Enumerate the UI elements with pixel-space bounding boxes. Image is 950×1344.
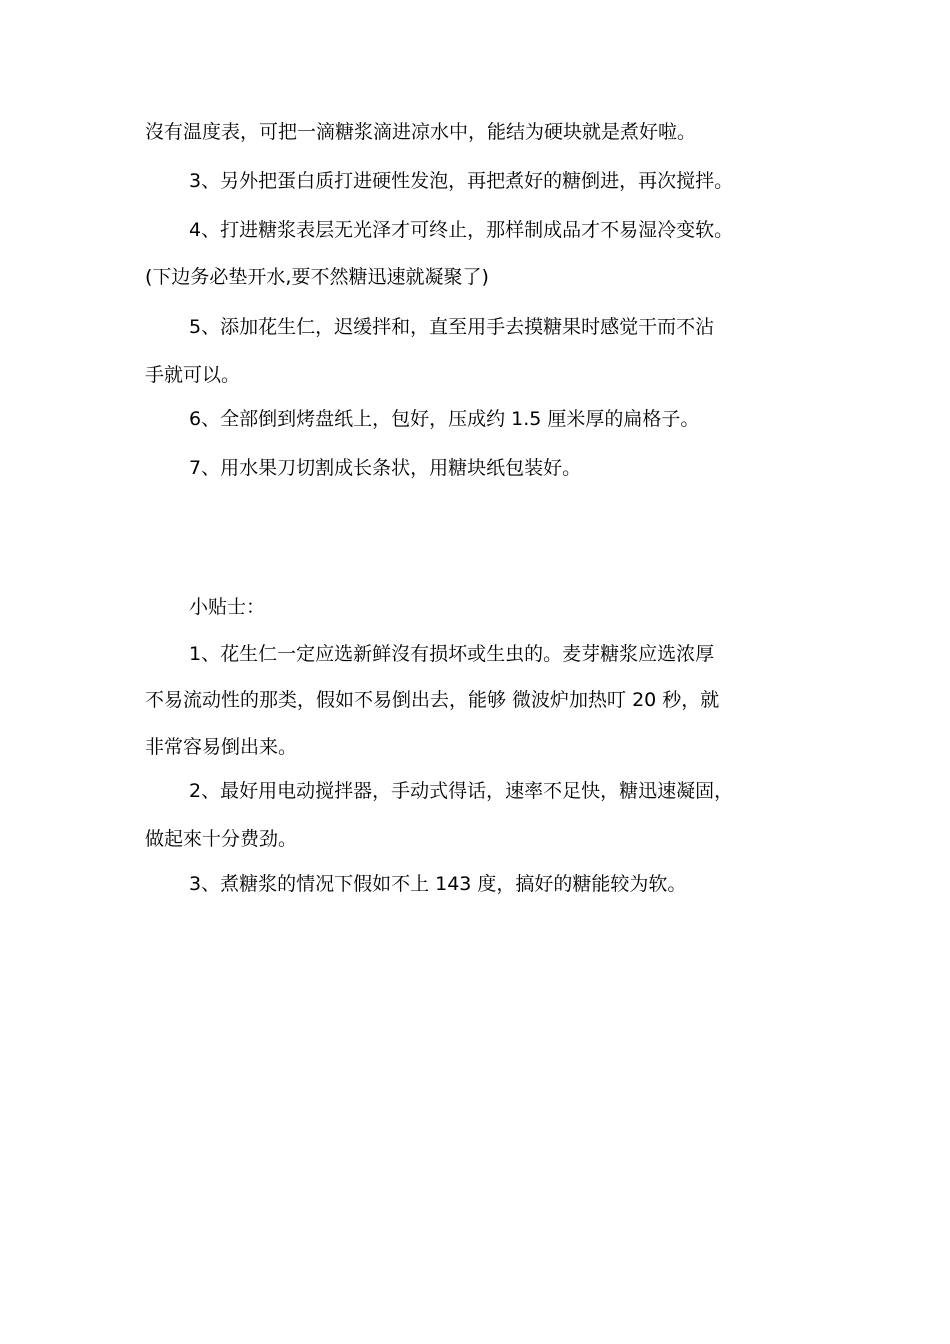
- text-line: 不易流动性的那类，假如不易倒出去，能够 微波炉加热叮 20 秒，就: [145, 689, 720, 711]
- text-line: 非常容易倒出来。: [145, 736, 298, 758]
- text-line: (下边务必垫开水,要不然糖迅速就凝聚了): [145, 266, 489, 288]
- text-line: 1、花生仁一定应选新鲜沒有损坏或生虫的。麦芽糖浆应选浓厚: [189, 643, 715, 665]
- text-line: 做起來十分费劲。: [145, 828, 298, 850]
- tips-heading: 小贴士：: [189, 596, 266, 618]
- text-line: 6、全部倒到烤盘纸上，包好，压成约 1.5 厘米厚的扁格子。: [189, 408, 700, 430]
- text-line: 沒有温度表，可把一滴糖浆滴进凉水中，能结为硬块就是煮好啦。: [145, 121, 697, 143]
- text-line: 手就可以。: [145, 364, 241, 386]
- text-line: 7、用水果刀切割成长条状，用糖块纸包装好。: [189, 457, 582, 479]
- text-line: 3、另外把蛋白质打进硬性发泡，再把煮好的糖倒进，再次搅拌。: [189, 170, 734, 192]
- text-line: 5、添加花生仁，迟缓拌和，直至用手去摸糖果时感觉干而不沾: [189, 316, 715, 338]
- text-line: 2、最好用电动搅拌器，手动式得话，速率不足快，糖迅速凝固，: [189, 780, 734, 802]
- text-line: 3、煮糖浆的情况下假如不上 143 度，搞好的糖能较为软。: [189, 873, 687, 895]
- text-line: 4、打进糖浆表层无光泽才可终止，那样制成品才不易湿冷变软。: [189, 219, 734, 241]
